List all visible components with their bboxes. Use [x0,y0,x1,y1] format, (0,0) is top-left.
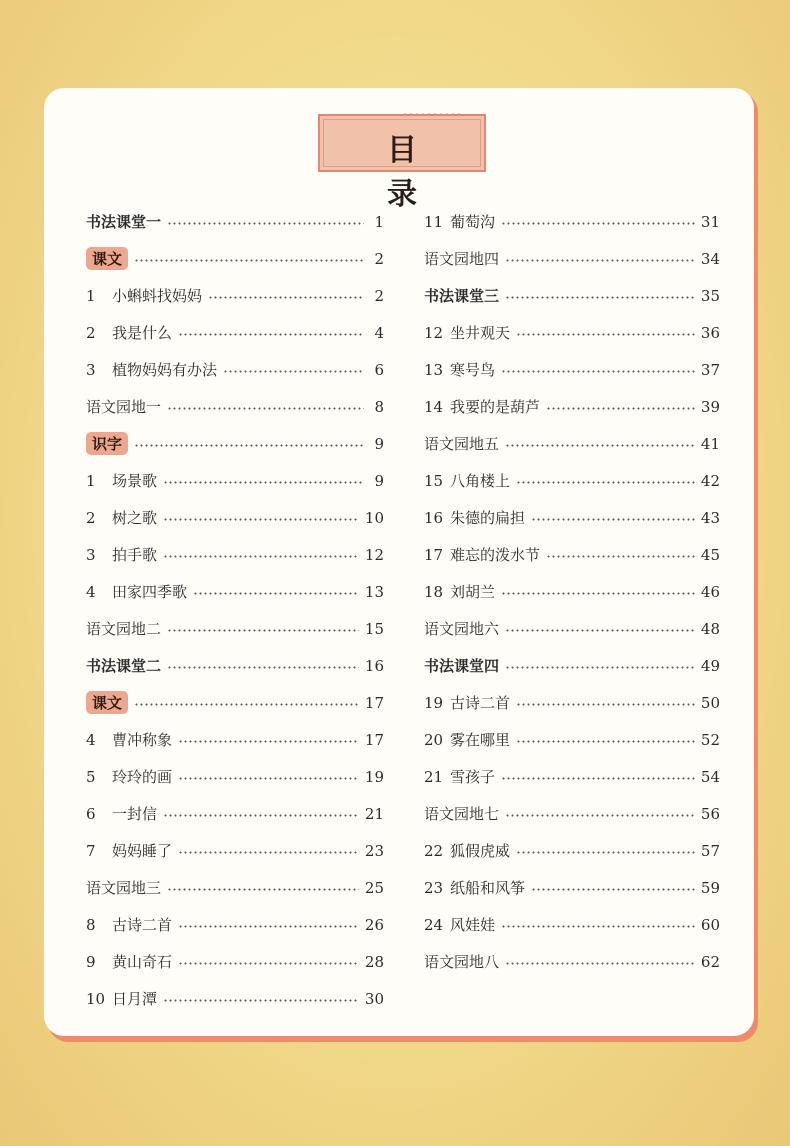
toc-entry-number: 20 [424,730,444,749]
toc-entry-title: 妈妈睡了 [112,842,173,860]
toc-entry-title: 语文园地八 [424,953,500,971]
toc-entry-number: 7 [86,841,96,860]
toc-entry-number: 19 [424,693,444,712]
dot-leader [163,518,359,521]
toc-entry-page: 2 [374,249,384,268]
toc-entry-number: 13 [424,360,444,379]
toc-entry-title: 识字 [86,432,128,455]
toc-entry-number: 3 [86,545,96,564]
toc-entry[interactable] [86,943,384,980]
toc-entry-page: 42 [700,471,720,490]
toc-entry-page: 60 [700,915,720,934]
dot-leader [223,370,364,373]
toc-entry-title: 田家四季歌 [112,583,188,601]
toc-entry[interactable] [424,277,720,314]
toc-entry-number: 21 [424,767,444,786]
toc-entry-page: 35 [700,286,720,305]
dot-leader [516,481,695,484]
dot-leader [505,962,695,965]
toc-entry[interactable] [424,906,720,943]
dot-leader [501,925,695,928]
dot-leader [167,888,359,891]
toc-entry-page: 9 [374,471,384,490]
toc-entry-page: 23 [364,841,384,860]
toc-entry[interactable] [86,758,384,795]
dot-leader [516,851,695,854]
toc-entry[interactable] [86,573,384,610]
toc-entry[interactable] [424,832,720,869]
toc-entry-page: 8 [374,397,384,416]
toc-entry-number: 15 [424,471,444,490]
toc-entry-title: 书法课堂一 [86,213,162,231]
page-title: 目 录 [387,133,441,212]
toc-entry-page: 31 [700,212,720,231]
toc-entry-title: 玲玲的画 [112,768,173,786]
toc-entry-number: 8 [86,915,96,934]
toc-entry[interactable] [424,425,720,462]
dot-leader [178,740,359,743]
toc-column-right [424,203,720,980]
toc-entry[interactable] [424,610,720,647]
toc-entry[interactable] [86,536,384,573]
toc-entry-number: 1 [86,471,96,490]
toc-entry-page: 12 [364,545,384,564]
toc-entry-title: 风娃娃 [450,916,496,934]
toc-entry-number: 3 [86,360,96,379]
toc-entry-title: 难忘的泼水节 [450,546,541,564]
dot-leader [167,666,359,669]
toc-entry[interactable] [86,647,384,684]
toc-entry-title: 雪孩子 [450,768,496,786]
toc-entry[interactable] [86,980,384,1017]
dot-leader [505,629,695,632]
dot-leader [163,999,359,1002]
toc-entry-page: 62 [700,952,720,971]
toc-column-left [86,203,384,1017]
toc-entry[interactable] [424,869,720,906]
toc-entry[interactable] [86,499,384,536]
dot-leader [193,592,359,595]
dot-leader [516,740,695,743]
toc-entry-page: 56 [700,804,720,823]
dot-leader [178,333,364,336]
dot-leader [167,629,359,632]
toc-entry-page: 4 [374,323,384,342]
toc-entry-page: 52 [700,730,720,749]
toc-entry-title: 课文 [86,247,128,270]
dot-leader [546,407,695,410]
toc-entry-number: 2 [86,323,96,342]
toc-entry[interactable] [86,462,384,499]
toc-entry[interactable] [424,351,720,388]
toc-entry-title: 书法课堂三 [424,287,500,305]
toc-entry-page: 10 [364,508,384,527]
toc-entry-title: 课文 [86,691,128,714]
toc-entry-page: 48 [700,619,720,638]
toc-entry[interactable] [424,203,720,240]
toc-entry-number: 2 [86,508,96,527]
toc-entry-page: 15 [364,619,384,638]
dot-leader [163,555,359,558]
title-box [318,114,486,212]
toc-entry-page: 19 [364,767,384,786]
toc-entry-title: 雾在哪里 [450,731,511,749]
dot-leader [178,962,359,965]
toc-entry-page: 49 [700,656,720,675]
dot-leader [501,370,695,373]
toc-entry-page: 37 [700,360,720,379]
toc-entry-title: 寒号鸟 [450,361,496,379]
toc-entry-page: 57 [700,841,720,860]
toc-entry-title: 八角楼上 [450,472,511,490]
toc-entry[interactable] [86,832,384,869]
toc-entry-title: 语文园地一 [86,398,162,416]
toc-entry[interactable] [86,351,384,388]
dot-leader [516,703,695,706]
toc-entry-title: 小蝌蚪找妈妈 [112,287,203,305]
dot-leader [516,333,695,336]
dot-leader [178,851,359,854]
dot-leader [531,888,695,891]
dot-leader [178,925,359,928]
dot-leader [178,777,359,780]
toc-entry[interactable] [424,943,720,980]
toc-entry-title: 狐假虎威 [450,842,511,860]
toc-entry[interactable] [86,203,384,240]
toc-entry[interactable] [86,869,384,906]
toc-entry-page: 9 [374,434,384,453]
dot-leader [501,592,695,595]
toc-entry-title: 葡萄沟 [450,213,496,231]
toc-entry-title: 刘胡兰 [450,583,496,601]
toc-entry-page: 54 [700,767,720,786]
toc-entry-page: 21 [364,804,384,823]
dot-leader [134,259,364,262]
toc-entry[interactable] [424,795,720,832]
toc-entry-title: 坐井观天 [450,324,511,342]
dot-leader [167,407,364,410]
dot-leader [505,814,695,817]
toc-entry[interactable] [86,721,384,758]
toc-entry[interactable] [424,388,720,425]
toc-entry-page: 39 [700,397,720,416]
toc-entry[interactable] [424,647,720,684]
toc-entry-number: 10 [86,989,106,1008]
toc-entry-title: 朱德的扁担 [450,509,526,527]
dot-leader [501,777,695,780]
toc-entry[interactable] [86,684,384,721]
dot-leader [505,296,695,299]
toc-entry-title: 植物妈妈有办法 [112,361,218,379]
toc-entry-title: 书法课堂二 [86,657,162,675]
dot-leader [163,814,359,817]
toc-entry-page: 2 [374,286,384,305]
toc-entry-page: 41 [700,434,720,453]
toc-entry-title: 黄山奇石 [112,953,173,971]
toc-entry-page: 45 [700,545,720,564]
toc-entry-page: 59 [700,878,720,897]
toc-entry-number: 22 [424,841,444,860]
toc-entry[interactable] [86,314,384,351]
toc-entry[interactable] [424,462,720,499]
toc-entry[interactable] [86,610,384,647]
toc-entry-title: 语文园地二 [86,620,162,638]
toc-entry[interactable] [424,499,720,536]
dot-leader [505,666,695,669]
toc-entry-page: 46 [700,582,720,601]
toc-entry-page: 36 [700,323,720,342]
toc-entry-page: 34 [700,249,720,268]
toc-entry[interactable] [86,425,384,462]
dot-leader [134,703,359,706]
toc-entry-title: 拍手歌 [112,546,158,564]
toc-entry-page: 16 [364,656,384,675]
toc-entry-number: 4 [86,730,96,749]
toc-entry-number: 6 [86,804,96,823]
dot-leader [167,222,364,225]
toc-entry-number: 23 [424,878,444,897]
toc-entry-title: 语文园地三 [86,879,162,897]
toc-entry-number: 17 [424,545,444,564]
toc-entry-title: 语文园地七 [424,805,500,823]
toc-entry-page: 17 [364,730,384,749]
toc-entry-number: 12 [424,323,444,342]
toc-entry-title: 场景歌 [112,472,158,490]
toc-entry-number: 18 [424,582,444,601]
toc-entry-page: 26 [364,915,384,934]
toc-entry[interactable] [86,277,384,314]
toc-entry-number: 5 [86,767,96,786]
toc-entry-title: 古诗二首 [112,916,173,934]
toc-entry[interactable] [424,240,720,277]
toc-entry-page: 1 [374,212,384,231]
toc-entry[interactable] [86,906,384,943]
toc-entry-number: 16 [424,508,444,527]
toc-entry-title: 日月潭 [112,990,158,1008]
toc-entry-title: 我是什么 [112,324,173,342]
toc-entry[interactable] [86,795,384,832]
toc-entry-title: 曹冲称象 [112,731,173,749]
toc-entry[interactable] [86,240,384,277]
toc-entry-number: 1 [86,286,96,305]
toc-entry-page: 28 [364,952,384,971]
toc-entry-page: 30 [364,989,384,1008]
toc-entry-number: 11 [424,212,444,231]
toc-entry[interactable] [424,573,720,610]
dot-leader [134,444,364,447]
dot-leader [505,444,695,447]
toc-entry[interactable] [86,388,384,425]
toc-entry-title: 语文园地六 [424,620,500,638]
toc-entry-number: 9 [86,952,96,971]
toc-entry-title: 树之歌 [112,509,158,527]
toc-entry-number: 24 [424,915,444,934]
dot-leader [208,296,364,299]
dot-leader [163,481,364,484]
toc-entry-page: 25 [364,878,384,897]
toc-entry-page: 13 [364,582,384,601]
toc-entry[interactable] [424,314,720,351]
toc-entry-page: 50 [700,693,720,712]
toc-entry-page: 17 [364,693,384,712]
dot-leader [501,222,695,225]
toc-entry-title: 书法课堂四 [424,657,500,675]
toc-entry-number: 4 [86,582,96,601]
toc-entry-title: 语文园地四 [424,250,500,268]
dot-leader [505,259,695,262]
toc-entry[interactable] [424,684,720,721]
toc-entry-title: 我要的是葫芦 [450,398,541,416]
toc-entry-title: 一封信 [112,805,158,823]
toc-entry[interactable] [424,758,720,795]
toc-entry[interactable] [424,536,720,573]
toc-entry-page: 43 [700,508,720,527]
dot-leader [546,555,695,558]
toc-entry-number: 14 [424,397,444,416]
toc-entry[interactable] [424,721,720,758]
toc-entry-title: 古诗二首 [450,694,511,712]
dot-leader [531,518,695,521]
toc-entry-page: 6 [374,360,384,379]
toc-entry-title: 语文园地五 [424,435,500,453]
toc-entry-title: 纸船和风筝 [450,879,526,897]
